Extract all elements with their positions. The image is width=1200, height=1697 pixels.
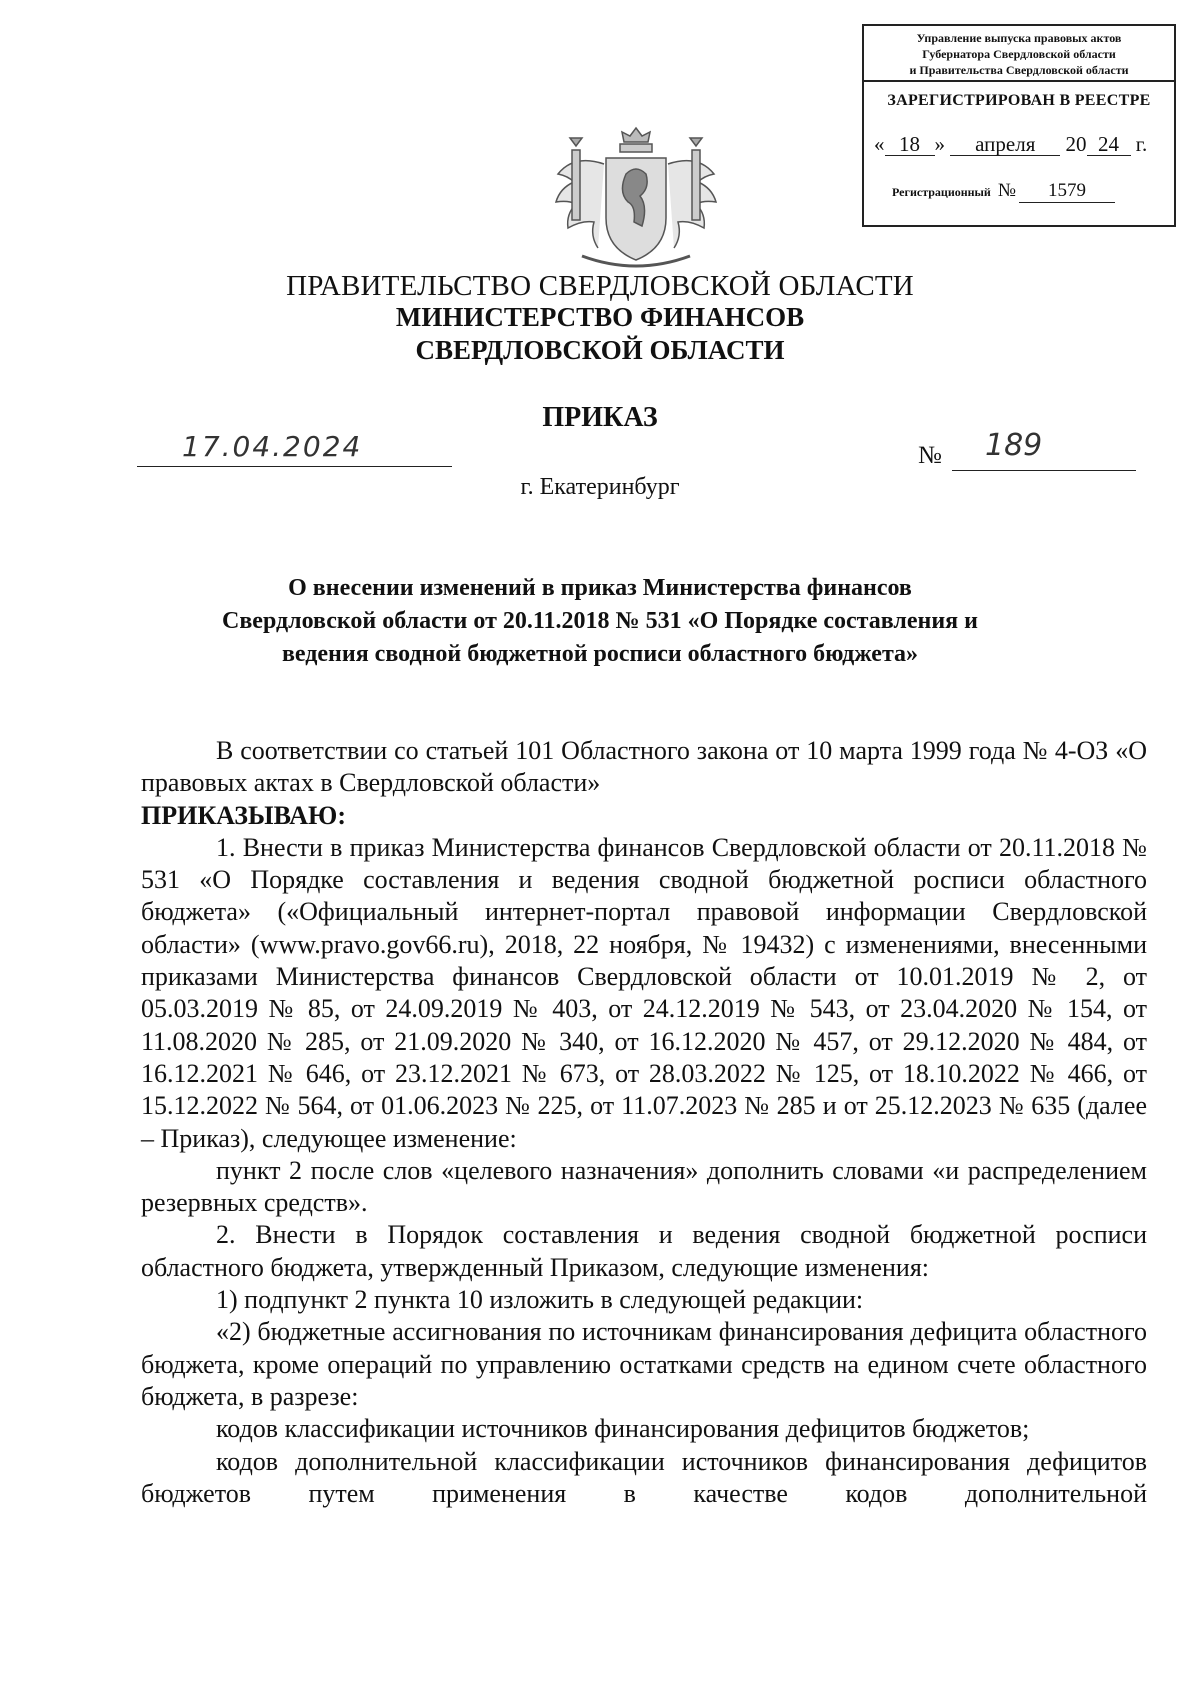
paragraph-item-1-change: пункт 2 после слов «целевого назначения» дополнить словами «и распределением резервных средств».: [141, 1155, 1147, 1218]
paragraph-codes-classification: кодов классификации источников финансирования дефицитов бюджетов;: [216, 1414, 1030, 1444]
handwritten-date: 17.04.2024: [182, 430, 363, 463]
ministry-name-line2: СВЕРДЛОВСКОЙ ОБЛАСТИ: [415, 335, 785, 365]
paragraph-preamble: В соответствии со статьей 101 Областного закона от 10 марта 1999 года № 4-ОЗ «О правовых актах в Свердловской области»: [141, 736, 1147, 798]
document-title: [150, 572, 1050, 671]
stamp-month: апреля: [950, 133, 1060, 156]
document-body: [141, 735, 1147, 1510]
stamp-year-suffix: 24: [1087, 133, 1131, 156]
stamp-header-line: и Правительства Свердловской области: [909, 63, 1129, 77]
stamp-date: [874, 132, 1170, 157]
title-line: О внесении изменений в приказ Министерства финансов: [288, 575, 912, 601]
stamp-header: [864, 26, 1174, 82]
document-type: ПРИКАЗ: [542, 402, 658, 433]
paragraph-item-1: 1. Внести в приказ Министерства финансов Свердловской области от 20.11.2018 № 531 «О Порядке составления и ведения сводной бюджетной росписи областного бюджета» («Официальный интернет-портал правовой информации Свердловской области» (www.pravo.gov66.ru), 2018, 22 ноября, № 19432) с изменениями, внесенными приказами Министерства финансов Свердловской области от 10.01.2019 № 2, от 05.03.2019 № 85, от 24.09.2019 № 403, от 24.12.2019 № 543, от 23.04.2020 № 154, от 11.08.2020 № 285, от 21.09.2020 № 340, от 16.12.2020 № 457, от 29.12.2020 № 484, от 16.12.2021 № 646, от 23.12.2021 № 673, от 28.03.2022 № 125, от 18.10.2022 № 466, от 15.12.2022 № 564, от 01.06.2023 № 225, от 11.07.2023 № 285 и от 25.12.2023 № 635 (далее – Приказ), следующее изменение:: [141, 832, 1147, 1153]
stamp-reg-label: Регистрационный: [892, 185, 991, 199]
number-underline: [952, 470, 1136, 471]
paragraph-subitem-2-text: «2) бюджетные ассигнования по источникам финансирования дефицита областного бюджета, кроме операций по управлению остатками средств на едином счете областного бюджета, в разрезе:: [141, 1317, 1147, 1411]
paragraph-item-2: 2. Внести в Порядок составления и ведения сводной бюджетной росписи областного бюджета, утвержденный Приказом, следующие изменения:: [141, 1220, 1147, 1282]
handwritten-order-number: 189: [985, 428, 1043, 463]
order-number-sign: №: [918, 442, 942, 469]
government-name: ПРАВИТЕЛЬСТВО СВЕРДЛОВСКОЙ ОБЛАСТИ: [286, 270, 914, 302]
stamp-registered-label: ЗАРЕГИСТРИРОВАН В РЕЕСТРЕ: [887, 92, 1151, 109]
stamp-quote-close: »: [934, 132, 945, 156]
stamp-day: 18: [885, 133, 935, 156]
stamp-reg-number-row: [892, 180, 1115, 203]
paragraph-command: ПРИКАЗЫВАЮ:: [141, 800, 346, 830]
registry-stamp: [862, 24, 1176, 227]
coat-of-arms-emblem: [548, 124, 724, 274]
city-name: г. Екатеринбург: [520, 474, 680, 500]
ministry-name-line1: МИНИСТЕРСТВО ФИНАНСОВ: [395, 302, 805, 332]
title-line: ведения сводной бюджетной росписи областного бюджета»: [281, 641, 919, 667]
stamp-year-unit: г.: [1135, 132, 1148, 156]
paragraph-subitem-1: 1) подпункт 2 пункта 10 изложить в следующей редакции:: [216, 1285, 864, 1315]
paragraph-codes-additional: кодов дополнительной классификации источников финансирования дефицитов бюджетов путем применения в качестве кодов дополнительной: [141, 1446, 1147, 1508]
stamp-header-line: Управление выпуска правовых актов: [916, 31, 1122, 45]
stamp-reg-number: 1579: [1019, 180, 1115, 203]
stamp-num-sign: №: [997, 180, 1016, 201]
stamp-year-prefix: 20: [1065, 132, 1087, 156]
stamp-quote-open: «: [874, 132, 885, 156]
date-underline: [137, 466, 452, 467]
stamp-header-line: Губернатора Свердловской области: [922, 47, 1116, 61]
title-line: Свердловской области от 20.11.2018 № 531 «О Порядке составления и: [222, 608, 978, 634]
